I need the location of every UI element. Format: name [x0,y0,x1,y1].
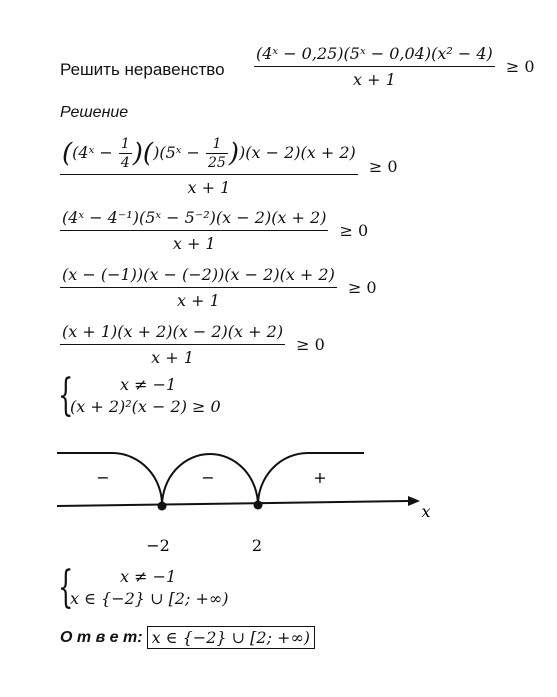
point-label-minus-2: −2 [146,536,170,555]
problem-relation: ≥ 0 [505,57,535,76]
step-1 [60,136,398,197]
point-label-2: 2 [251,536,263,555]
sign-interval-3: + [313,468,327,487]
system-1-line-1: x ≠ −1 [120,375,177,394]
step-1-relation: ≥ 0 [368,157,398,176]
problem-numerator: (4ˣ − 0,25)(5ˣ − 0,04)(x² − 4) [256,44,493,63]
problem-denominator: x + 1 [254,66,495,89]
step-2-relation: ≥ 0 [339,221,369,240]
point-minus-2 [158,502,167,511]
step-4-relation: ≥ 0 [296,335,325,354]
sign-interval-2: − [201,468,215,487]
step-2-denominator: x + 1 [60,230,328,253]
problem-inequality [254,44,535,89]
system-1 [58,370,221,421]
step-4-numerator: (x + 1)(x + 2)(x − 2)(x + 2) [62,322,284,341]
system-2-brace: { [58,562,74,613]
axis-arrow [408,496,420,506]
system-1-brace: { [58,370,74,421]
number-line [0,440,557,570]
step-4 [60,322,325,367]
system-2 [58,562,229,613]
axis-label: x [421,502,431,521]
system-1-line-2: (x + 2)²(x − 2) ≥ 0 [70,397,221,416]
sign-arc-left [113,453,162,506]
solution-label: Решение [60,104,129,121]
step-3-relation: ≥ 0 [347,278,377,297]
step-3 [60,265,377,310]
sign-interval-1: − [96,468,110,487]
point-2 [254,501,263,510]
step-2 [60,208,368,253]
system-2-line-2: x ∈ {−2} ∪ [2; +∞) [70,589,229,608]
answer-label: О т в е т: [60,628,143,646]
step-1-numerator: ((4ˣ − $\frac{1}{4}$ )()(5ˣ − $\frac{1}{25}$ ))(x − 2)(x + 2) [62,136,356,171]
step-4-denominator: x + 1 [60,344,285,367]
answer-value: x ∈ {−2} ∪ [2; +∞) [147,626,315,649]
step-3-numerator: (x − (−1))(x − (−2))(x − 2)(x + 2) [62,265,335,284]
sign-arc-right [258,453,308,506]
system-2-line-1: x ≠ −1 [120,567,177,586]
axis-line [57,501,410,506]
step-3-denominator: x + 1 [60,287,337,310]
problem-label: Решить неравенство [60,60,225,79]
step-2-numerator: (4ˣ − 4⁻¹)(5ˣ − 5⁻²)(x − 2)(x + 2) [62,208,327,227]
step-1-denominator: x + 1 [60,174,358,197]
answer-row [60,626,315,649]
